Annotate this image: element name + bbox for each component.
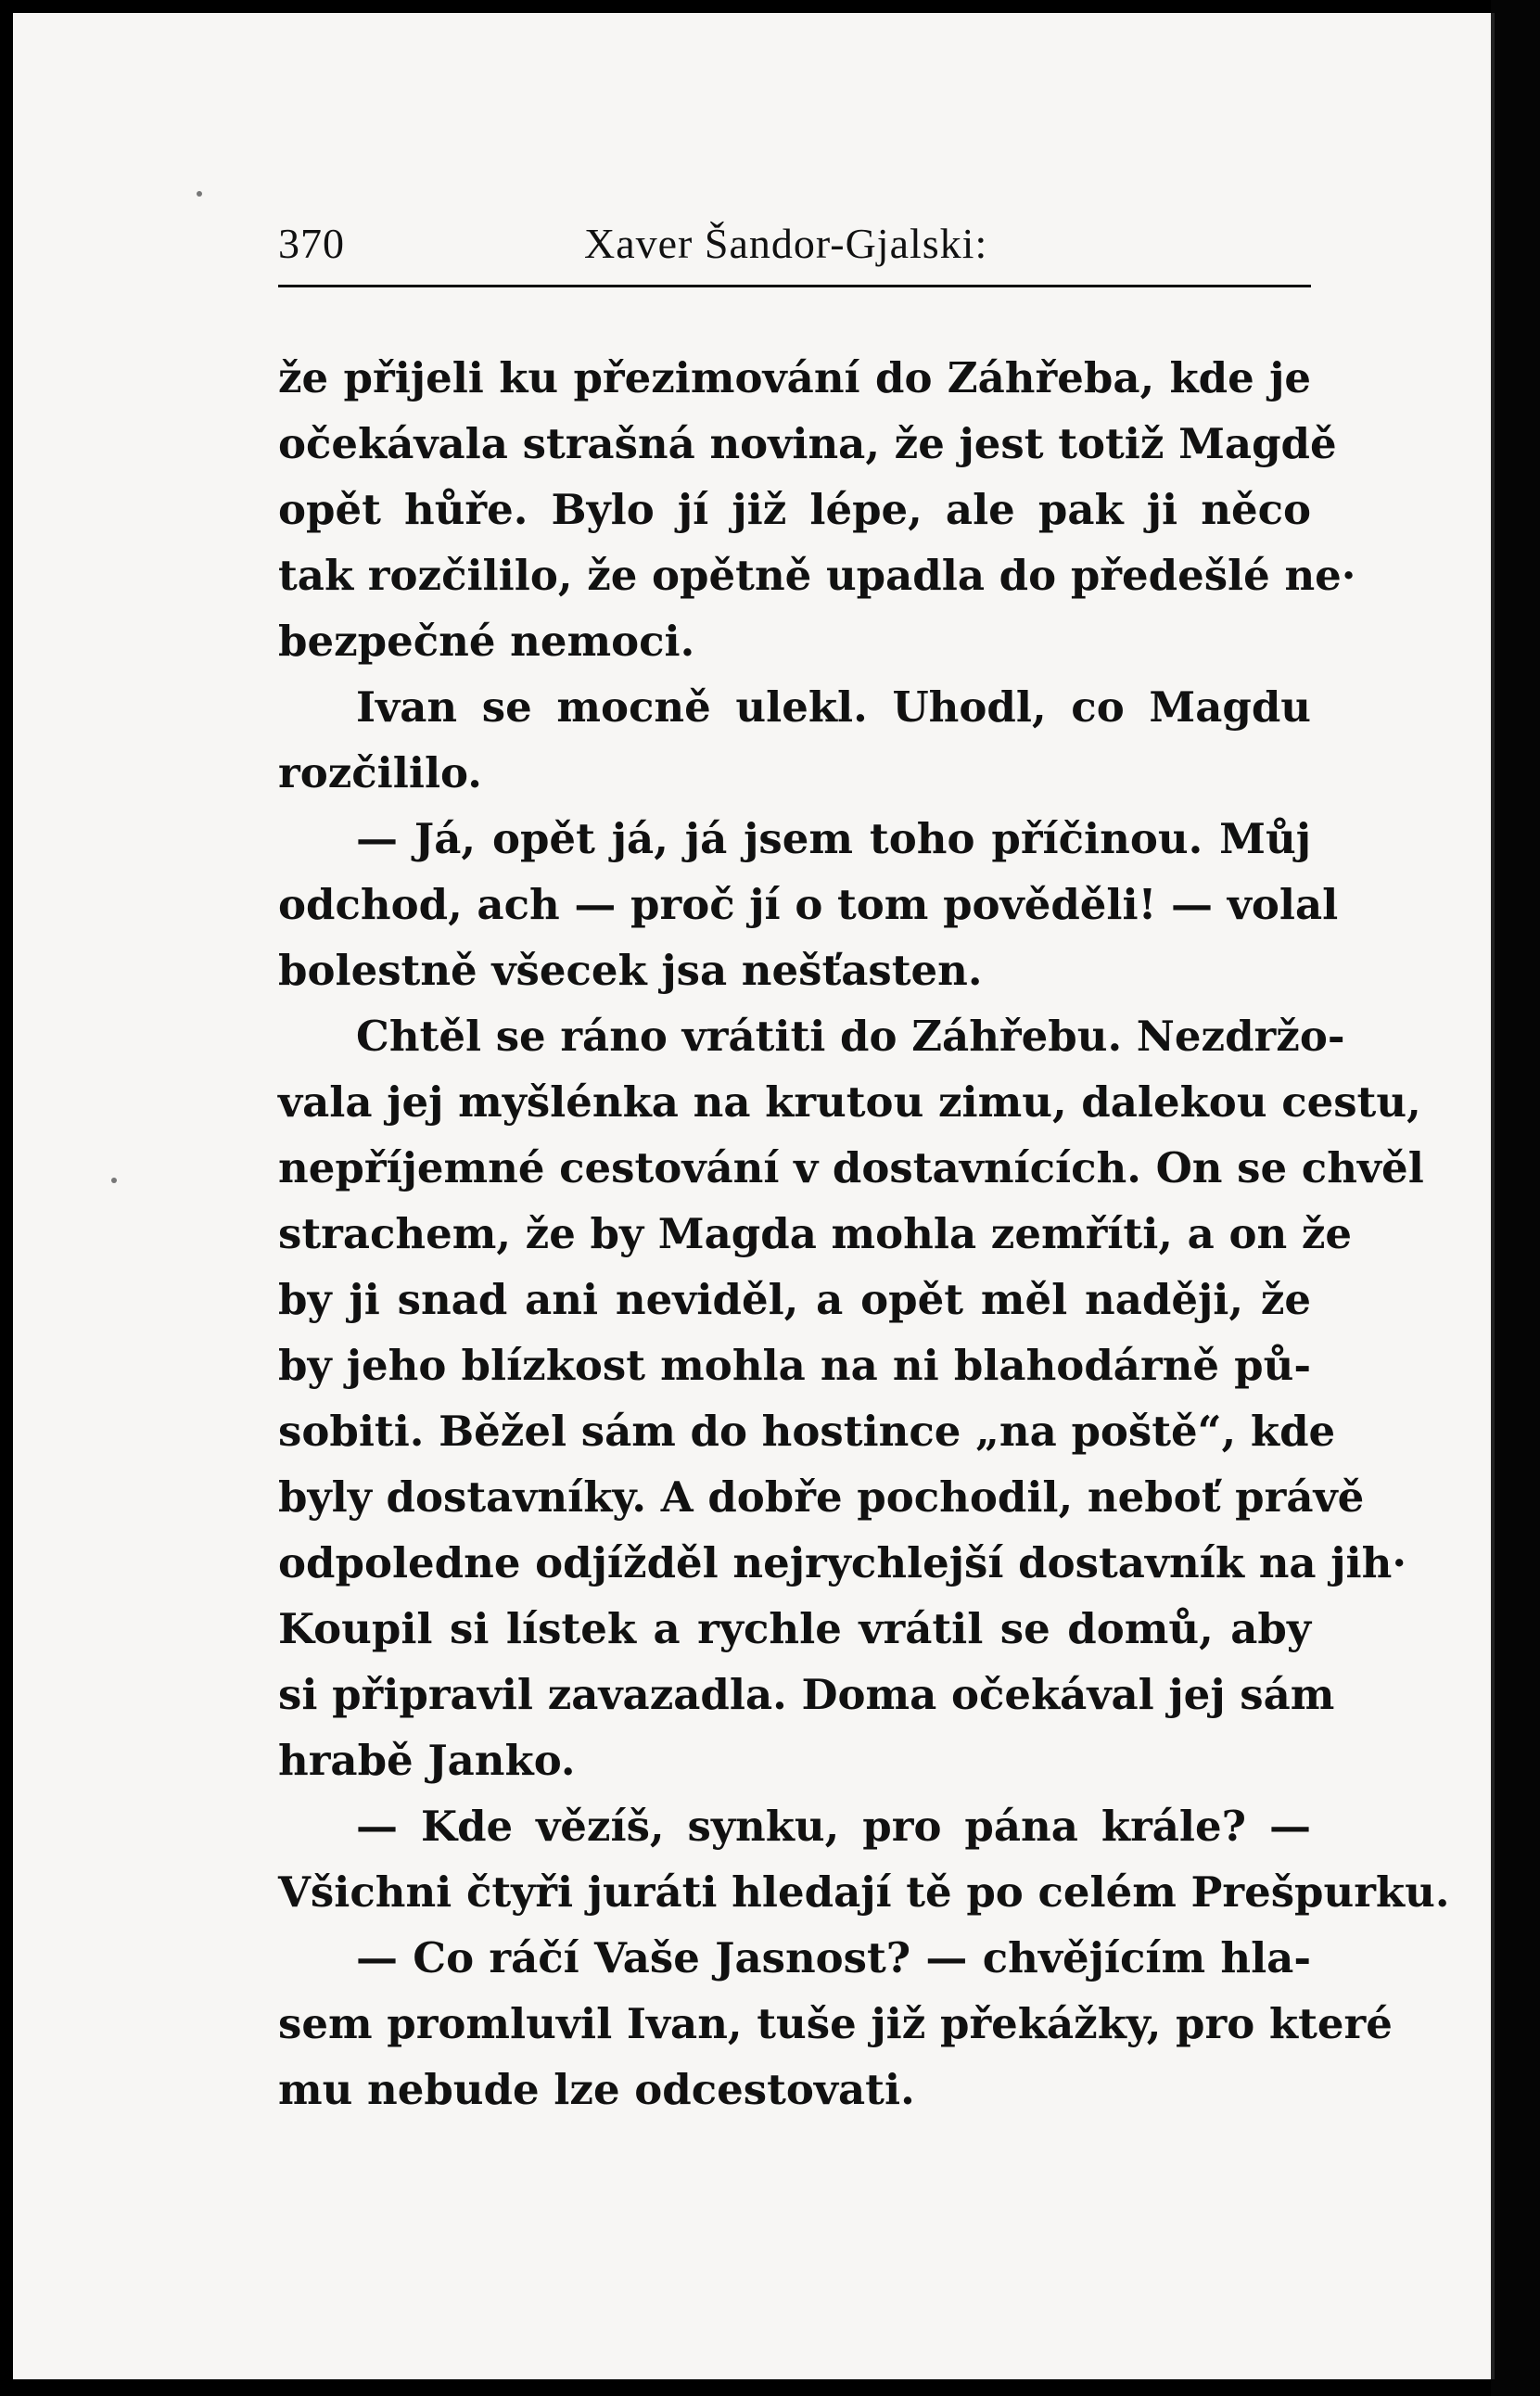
text-line: rozčililo. <box>278 748 482 797</box>
scan-border <box>1491 0 1540 2396</box>
page-edge-line <box>1491 13 1495 2379</box>
header-rule <box>278 285 1311 287</box>
text-line: odpoledne odjížděl nejrychlejší dostavník na jih· <box>278 1538 1406 1587</box>
text-line: bolestně všecek jsa nešťasten. <box>278 946 983 995</box>
text-line: sem promluvil Ivan, tuše již překážky, pro které <box>278 1999 1393 2048</box>
text-line: Všichni čtyři juráti hledají tě po celém Prešpurku. <box>278 1867 1450 1917</box>
body-text <box>278 345 1450 2122</box>
text-line: — Já, opět já, já jsem toho příčinou. Můj <box>356 814 1311 863</box>
running-title: Xaver Šandor-Gjalski: <box>584 220 988 267</box>
text-line: by ji snad ani neviděl, a opět měl naději, že <box>278 1275 1311 1324</box>
paragraph <box>278 1925 1393 2122</box>
paragraph <box>278 1793 1450 1925</box>
paragraph <box>278 1003 1424 1793</box>
text-line: očekávala strašná novina, že jest totiž Magdě <box>278 419 1337 468</box>
text-line: byly dostavníky. A dobře pochodil, neboť právě <box>278 1472 1365 1522</box>
text-line: bezpečné nemoci. <box>278 617 695 666</box>
text-line: odchod, ach — proč jí o tom pověděli! — volal <box>278 880 1339 929</box>
text-line: opět hůře. Bylo jí již lépe, ale pak ji něco <box>278 485 1311 534</box>
text-line: Koupil si lístek a rychle vrátil se domů, aby <box>278 1604 1311 1653</box>
paragraph <box>278 674 1311 806</box>
text-line: že přijeli ku přezimování do Záhřeba, kde je <box>278 353 1311 402</box>
text-line: nepříjemné cestování v dostavnících. On se chvěl <box>278 1143 1424 1192</box>
text-line: hrabě Janko. <box>278 1736 576 1785</box>
text-line: — Kde vězíš, synku, pro pána krále? — <box>356 1802 1311 1851</box>
text-line: Chtěl se ráno vrátiti do Záhřebu. Nezdržo- <box>356 1012 1345 1061</box>
text-line: by jeho blízkost mohla na ni blahodárně pů- <box>278 1341 1311 1390</box>
text-line: — Co ráčí Vaše Jasnost? — chvějícím hla- <box>356 1933 1311 1982</box>
text-line: sobiti. Běžel sám do hostince „na poště“, kde <box>278 1407 1336 1456</box>
scan-speck <box>197 191 202 197</box>
scan-speck <box>111 1178 117 1183</box>
page-number: 370 <box>278 220 345 267</box>
text-line: Ivan se mocně ulekl. Uhodl, co Magdu <box>356 682 1311 732</box>
page-header <box>278 219 1311 274</box>
text-line: vala jej myšlénka na krutou zimu, dalekou cestu, <box>278 1077 1421 1127</box>
text-line: mu nebude lze odcestovati. <box>278 2065 915 2114</box>
text-line: strachem, že by Magda mohla zemříti, a on že <box>278 1209 1353 1258</box>
text-line: si připravil zavazadla. Doma očekával jej sám <box>278 1670 1335 1719</box>
text-line: tak rozčililo, že opětně upadla do předešlé ne· <box>278 551 1356 600</box>
paragraph <box>278 806 1339 1003</box>
paragraph <box>278 345 1356 674</box>
